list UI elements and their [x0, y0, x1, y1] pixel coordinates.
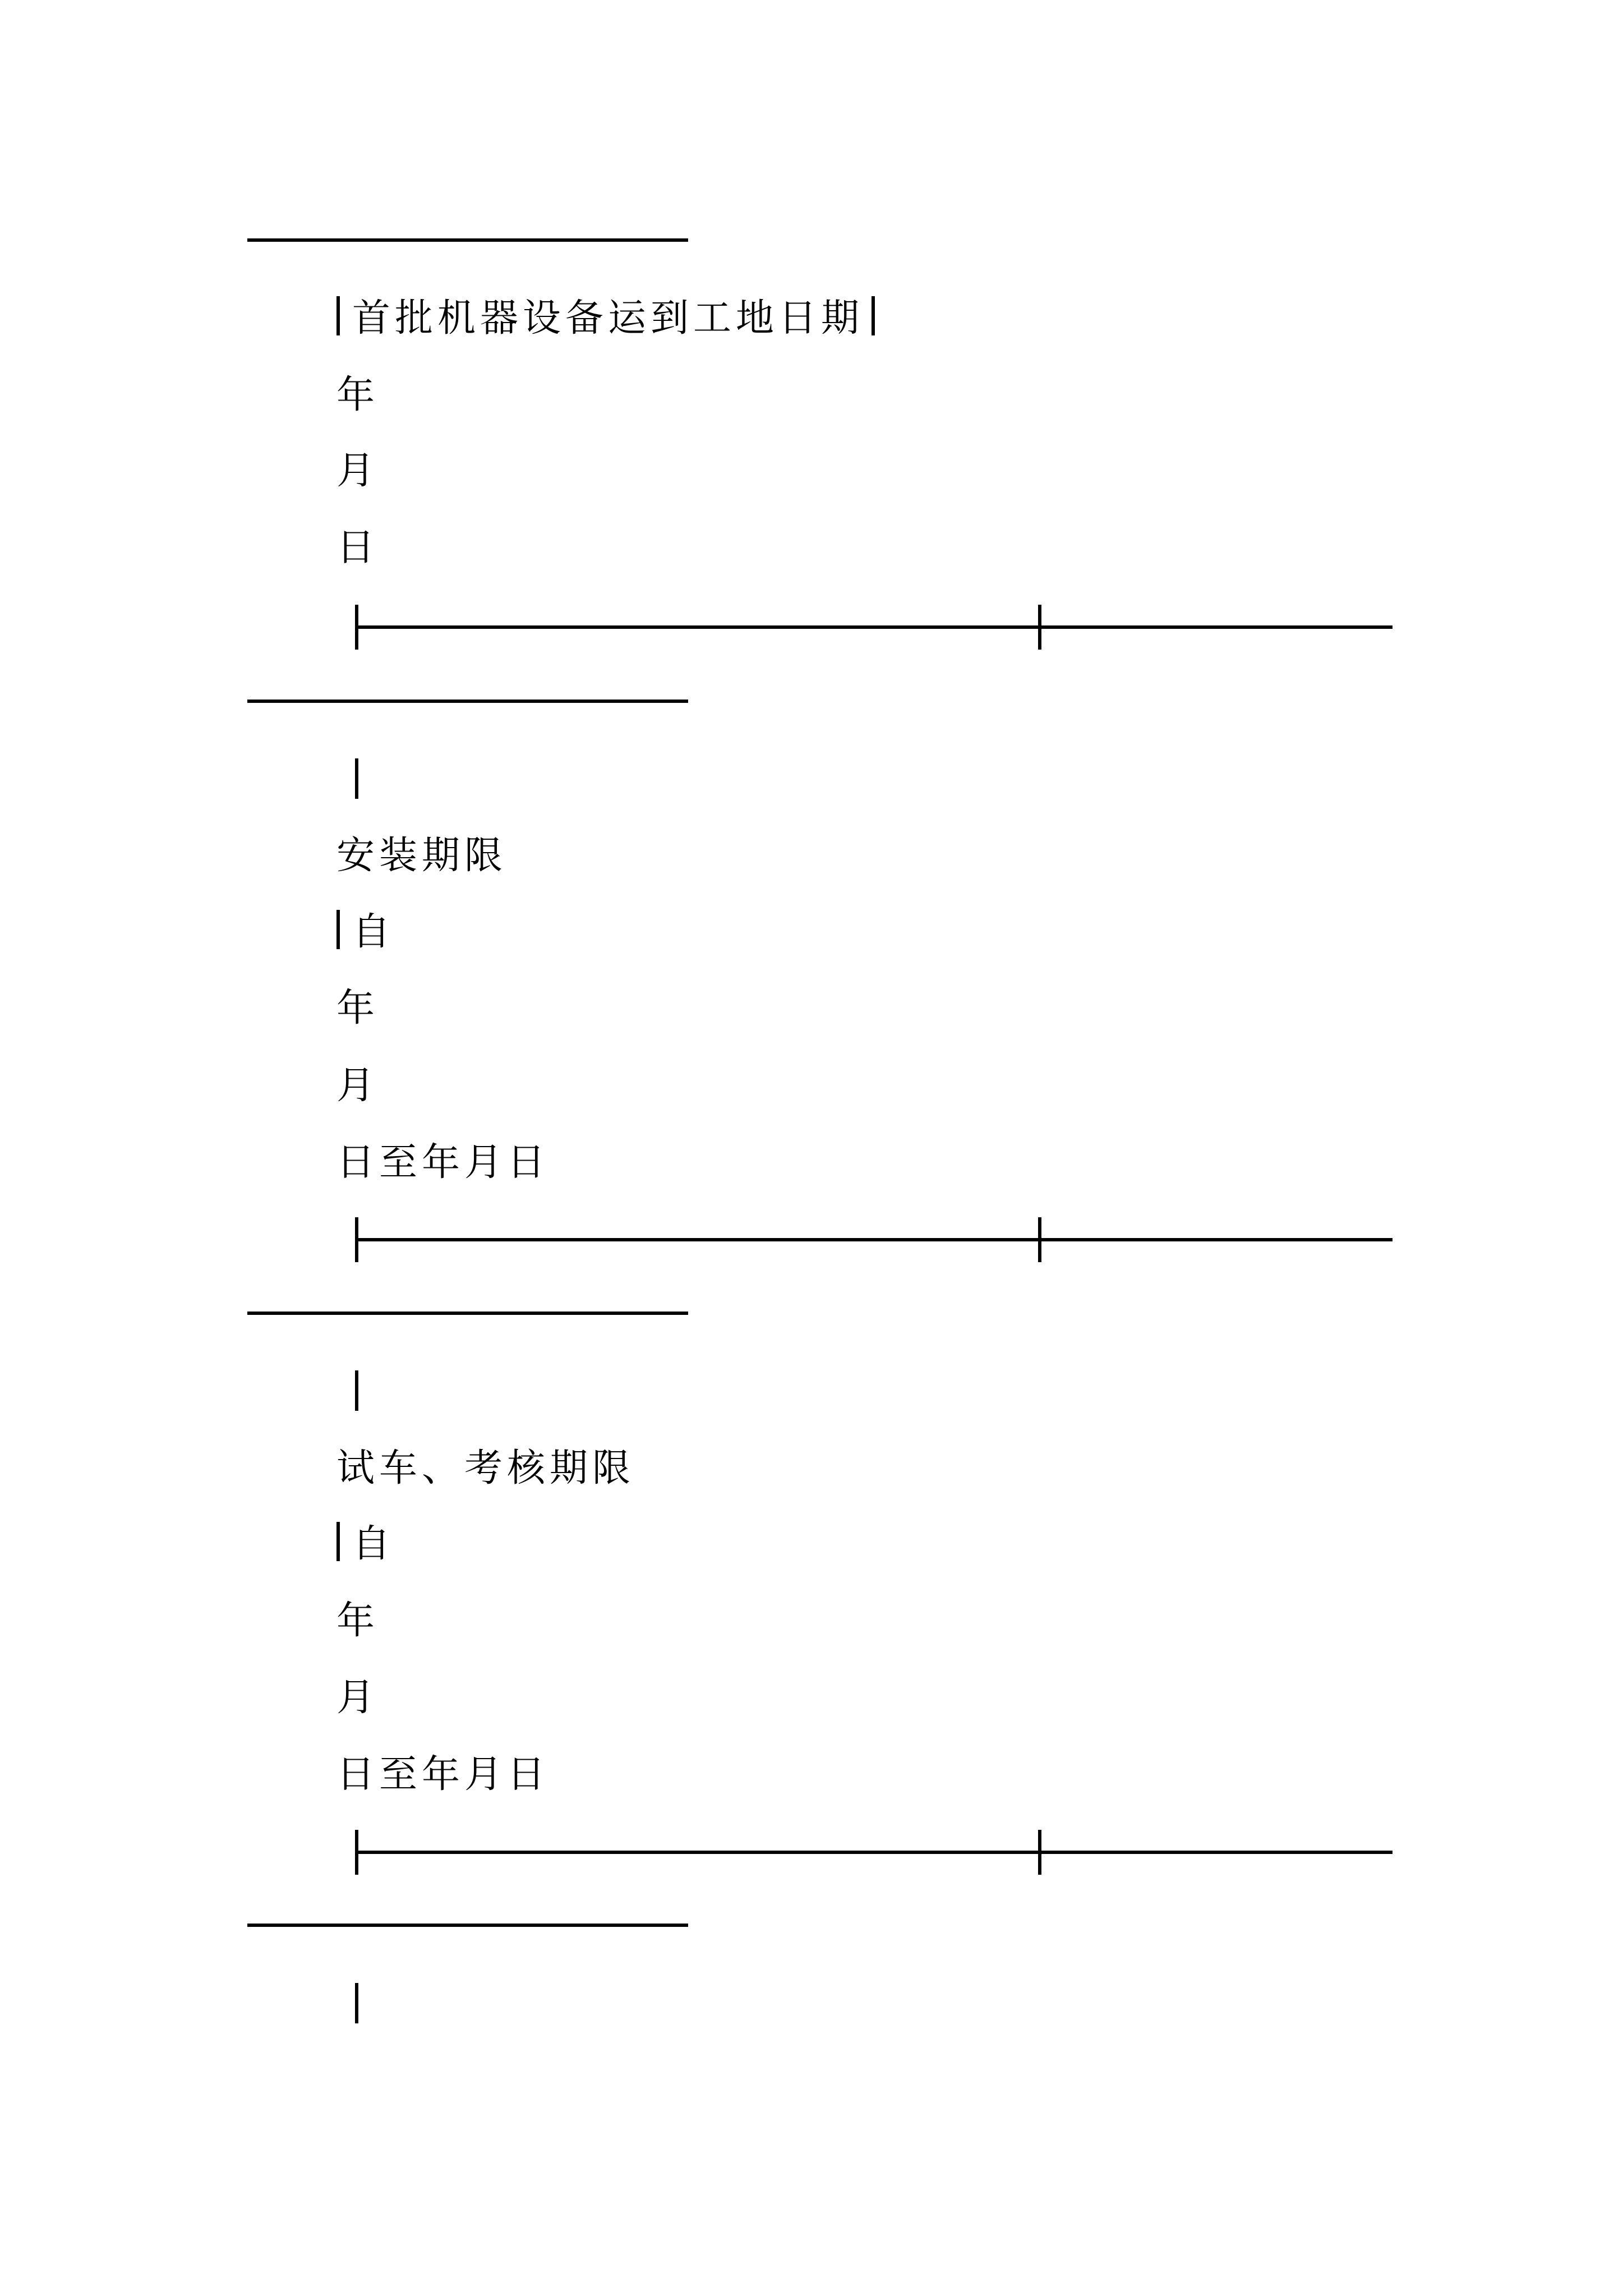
table-border-left: [336, 296, 340, 335]
section3-from-row: [336, 1522, 395, 1567]
section3-from: 自: [352, 1522, 395, 1566]
section2-range-end: 日至年月日: [336, 1140, 550, 1185]
section1-title: 首批机器设备运到工地日期: [352, 296, 864, 341]
table-border-left: [336, 1522, 340, 1561]
section3-month: 月: [336, 1676, 380, 1720]
section2-from: 自: [352, 910, 395, 954]
table-border-left: [336, 910, 340, 949]
section1-month: 月: [336, 449, 380, 493]
horizontal-rule: [247, 238, 688, 242]
table-row-separator: [355, 1217, 1393, 1262]
section2-from-row: [336, 910, 395, 955]
section1-year: 年: [336, 373, 380, 417]
table-border-left: [355, 1983, 358, 2023]
section3-title: 试车、考核期限: [336, 1446, 635, 1490]
horizontal-rule: [247, 700, 688, 703]
horizontal-rule: [247, 1312, 688, 1315]
section1-title-row: [336, 296, 875, 341]
table-border-left: [355, 758, 358, 799]
table-border-right: [872, 296, 875, 335]
section2-month: 月: [336, 1064, 380, 1108]
table-row-separator: [355, 605, 1393, 650]
horizontal-rule: [247, 1924, 688, 1927]
section3-year: 年: [336, 1599, 380, 1643]
section2-year: 年: [336, 986, 380, 1030]
section2-title: 安装期限: [336, 834, 508, 878]
section1-day: 日: [336, 526, 380, 570]
section3-range-end: 日至年月日: [336, 1752, 550, 1797]
table-border-left: [355, 1370, 358, 1411]
table-row-separator: [355, 1830, 1393, 1875]
